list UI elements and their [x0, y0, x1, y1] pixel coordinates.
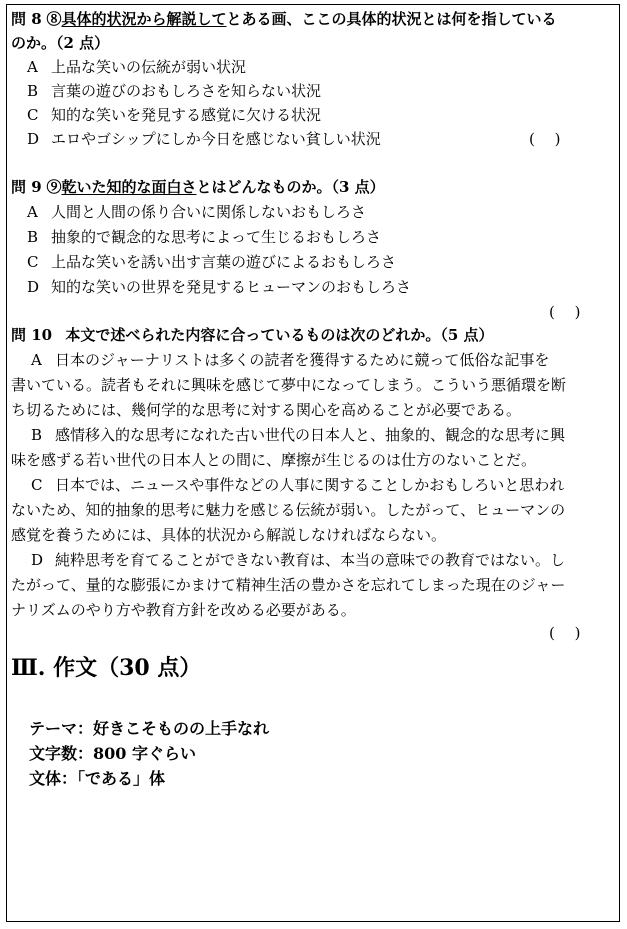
q10-option-b: B 感情移入的な思考になれた古い世代の日本人と、抽象的、観念的な思考に興 味を感ずる若い世代の日本人との間に、摩擦が生じるのは仕方のないことだ。 — [11, 426, 566, 469]
q10-number: 問 10 — [11, 326, 53, 344]
q9-option-b: B 抽象的で観念的な思考によって生じるおもしろさ — [27, 228, 382, 246]
q10-answer-blank: ( ) — [549, 624, 581, 642]
q10-stem — [11, 323, 494, 347]
q8-circled-mark: ⑧ — [46, 10, 62, 28]
q9-option-d: D 知的な笑いの世界を発見するヒューマンのおもしろさ — [27, 278, 412, 296]
q8-stem-line2: のか。（2 点） — [11, 34, 110, 52]
q10-option-c: C 日本では、ニュースや事件などの人事に関することしかおもしろいと思われ ないため、知的抽象的思考に魅力を感じる伝統が弱い。したがって、ヒューマンの 感覚を養うためには、具体的状況から解説しなければならない。 — [11, 476, 566, 544]
q8-option-a: A 上品な笑いの伝統が弱い状況 — [27, 58, 247, 76]
q8-stem — [11, 7, 557, 31]
q8-option-d: D エロやゴシップにしか今日を感じない貧しい状況 — [27, 130, 381, 148]
q9-stem-rest: とはどんなものか。（3 点） — [196, 178, 385, 196]
section-3-title: Ⅲ. 作文（30 点） — [11, 655, 202, 681]
q10-option-a: A 日本のジャーナリストは多くの読者を獲得するために競って低俗な記事を 書いている。読者もそれに興味を感じて夢中になってしまう。こういう悪循環を断 ち切るためには、幾何学的な思考に対する関心を高めることが必要である。 — [11, 351, 567, 419]
q8-stem-rest: とある画、ここの具体的状況とは何を指している — [226, 10, 557, 28]
exam-page — [6, 4, 620, 922]
q9-answer-blank: ( ) — [549, 303, 581, 321]
essay-theme: テーマ：好きこそものの上手なれ — [29, 719, 270, 738]
q9-stem — [11, 175, 385, 199]
q10-option-d: D 純粋思考を育てることができない教育は、本当の意味での教育ではない。し たがって、量的な膨張にかまけて精神生活の豊かさを忘れてしまった現在のジャー ナリズムのやり方や教育方針を改める必要がある。 — [11, 551, 566, 619]
q10-stem-text: 本文で述べられた内容に合っているものは次のどれか。（5 点） — [65, 326, 494, 344]
q9-option-c: C 上品な笑いを誘い出す言葉の遊びによるおもしろさ — [27, 253, 397, 271]
essay-style: 文体：「である」体 — [29, 769, 166, 788]
q8-option-c: C 知的な笑いを発見する感覚に欠ける状況 — [27, 106, 322, 124]
essay-char-count: 文字数：800 字ぐらい — [29, 744, 196, 763]
q8-underlined-phrase: 具体的状況から解説して — [61, 10, 227, 28]
q9-underlined-phrase: 乾いた知的な面白さ — [61, 178, 197, 196]
q9-option-a: A 人間と人間の係り合いに関係しないおもしろさ — [27, 203, 367, 221]
q8-answer-blank: ( ) — [529, 130, 561, 148]
q8-option-b: B 言葉の遊びのおもしろさを知らない状況 — [27, 82, 322, 100]
q9-number: 問 9 — [11, 178, 42, 196]
q9-circled-mark: ⑨ — [46, 178, 62, 196]
q8-number: 問 8 — [11, 10, 42, 28]
